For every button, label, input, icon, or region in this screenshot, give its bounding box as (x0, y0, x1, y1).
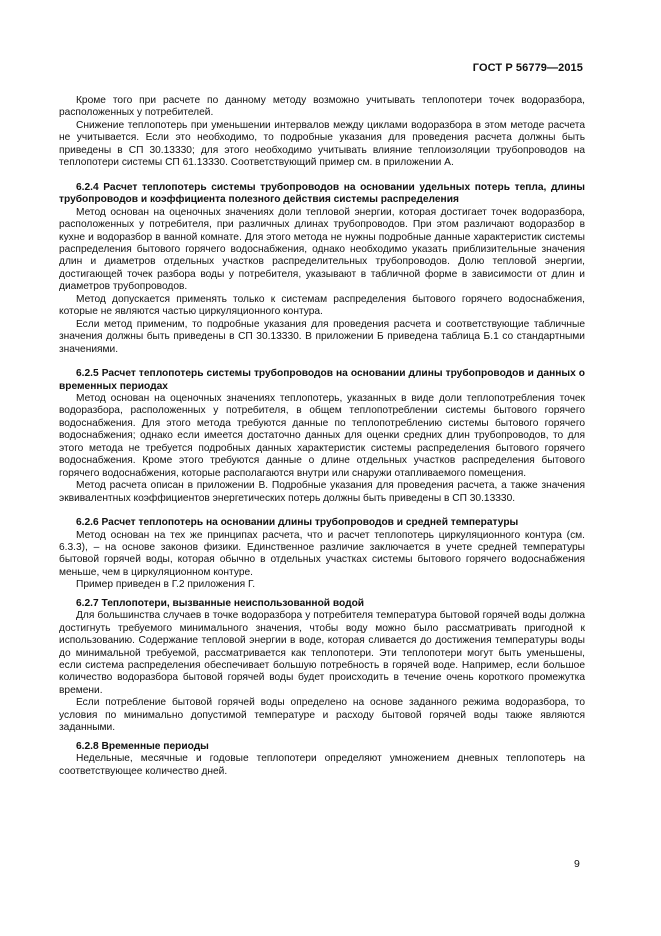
section-heading-6-2-4: 6.2.4 Расчет теплопотерь системы трубопроводов на основании удельных потерь тепла, длины трубопроводов и коэффициента полезного действия системы распределения (59, 181, 585, 206)
paragraph: Метод допускается применять только к системам распределения бытового горячего водоснабжения, которые не являются частью циркуляционного контура. (59, 293, 585, 318)
paragraph: Метод основан на оценочных значениях доли тепловой энергии, которая достигает точек водоразбора, расположенных у потребителя, при различных длинах трубопроводов. При этом различают водоразбор в кухне и водоразбор в ванной комнате. Для этого метода не нужны подробные данные характеристик системы распределения бытового горячего водоснабжения, однако необходимо указать приблизительные значения длин и диаметров отдельных участков распределительных трубопроводов. Долю тепловой энергии, достигающей точек разбора воды у потребителя, указывают в табличной форме в зависимости от длин и диаметров трубопроводов. (59, 206, 585, 293)
paragraph: Пример приведен в Г.2 приложения Г. (76, 579, 256, 591)
paragraph: Кроме того при расчете по данному методу возможно учитывать теплопотери точек водоразбора, расположенных у потребителей. (59, 95, 585, 119)
paragraph: Для большинства случаев в точке водоразбора у потребителя температура бытовой горячей воды должна достигнуть требуемого минимального значения, чтобы воду можно было рассматривать пригодной к использованию. Содержание тепловой энергии в воде, которая сливается до достижения температуры воды до минимальной требуемой, рассматривается как теплопотери. Эти теплопотери могут быть уменьшены, если система распределения обеспечивает большую потребность в горячей воде. Например, если большое количество водоразбора бытовой горячей воды будет происходить в течение очень короткого промежутка времени. (59, 610, 585, 696)
paragraph: Метод основан на оценочных значениях теплопотерь, указанных в виде доли теплопотребления точек водоразбора, расположенных у потребителя, в общем теплопотреблении системы бытового горячего водоснабжения. Для этого метода требуются данные по теплопотреблению системы бытового горячего водоснабжения; однако если имеется достаточно данных для оценки средних длин трубопроводов, то для этого метода не требуется подробных данных характеристик системы распределения бытового горячего водоснабжения. Кроме этого требуются данные о длине отдельных участков распределения бытового горячего водоснабжения, которые располагаются внутри или снаружи отапливаемого помещения. (59, 392, 585, 479)
page-number: 9 (574, 858, 580, 870)
paragraph: Если метод применим, то подробные указания для проведения расчета и соответствующие табличные значения должны быть приведены в СП 30.13330. В приложении Б приведена таблица Б.1 со стандартными значениями. (59, 318, 585, 355)
paragraph: Метод расчета описан в приложении В. Подробные указания для проведения расчета, а также значения эквивалентных коэффициентов энергетических потерь должны быть приведены в СП 30.13330. (59, 480, 585, 504)
section-heading-6-2-7: 6.2.7 Теплопотери, вызванные неиспользованной водой (76, 597, 365, 609)
section-heading-6-2-6: 6.2.6 Расчет теплопотерь на основании длины трубопроводов и средней температуры (76, 517, 519, 529)
section-heading-6-2-5: 6.2.5 Расчет теплопотерь системы трубопроводов на основании длины трубопроводов и данных о временных периодах (59, 368, 585, 392)
paragraph: Недельные, месячные и годовые теплопотери определяют умножением дневных теплопотерь на соответствующее количество дней. (59, 753, 585, 777)
paragraph: Метод основан на тех же принципах расчета, что и расчет теплопотерь циркуляционного контура (см. 6.3.3), – на основе законов физики. Единственное различие заключается в учете средней температуры бытовой горячей воды, которая обычно в отдельных участках системы бытового горячего водоснабжения меньше, чем в циркуляционном контуре. (59, 529, 585, 578)
section-heading-6-2-8: 6.2.8 Временные периоды (76, 740, 209, 752)
paragraph: Если потребление бытовой горячей воды определено на основе заданного режима водоразбора, то условия по минимально допустимой температуре и расходу бытовой горячей воды также являются заданными. (59, 697, 585, 734)
paragraph: Снижение теплопотерь при уменьшении интервалов между циклами водоразбора в этом методе расчета не учитывается. Если это необходимо, то подробные указания для проведения расчета должны быть приведены в СП 30.13330; для этого необходимо учитывать влияние теплоизоляции трубопроводов на теплопотери системы СП 61.13330. Соответствующий пример см. в приложении А. (59, 119, 585, 169)
document-body (59, 95, 585, 778)
document-header: ГОСТ Р 56779—2015 (472, 62, 583, 74)
